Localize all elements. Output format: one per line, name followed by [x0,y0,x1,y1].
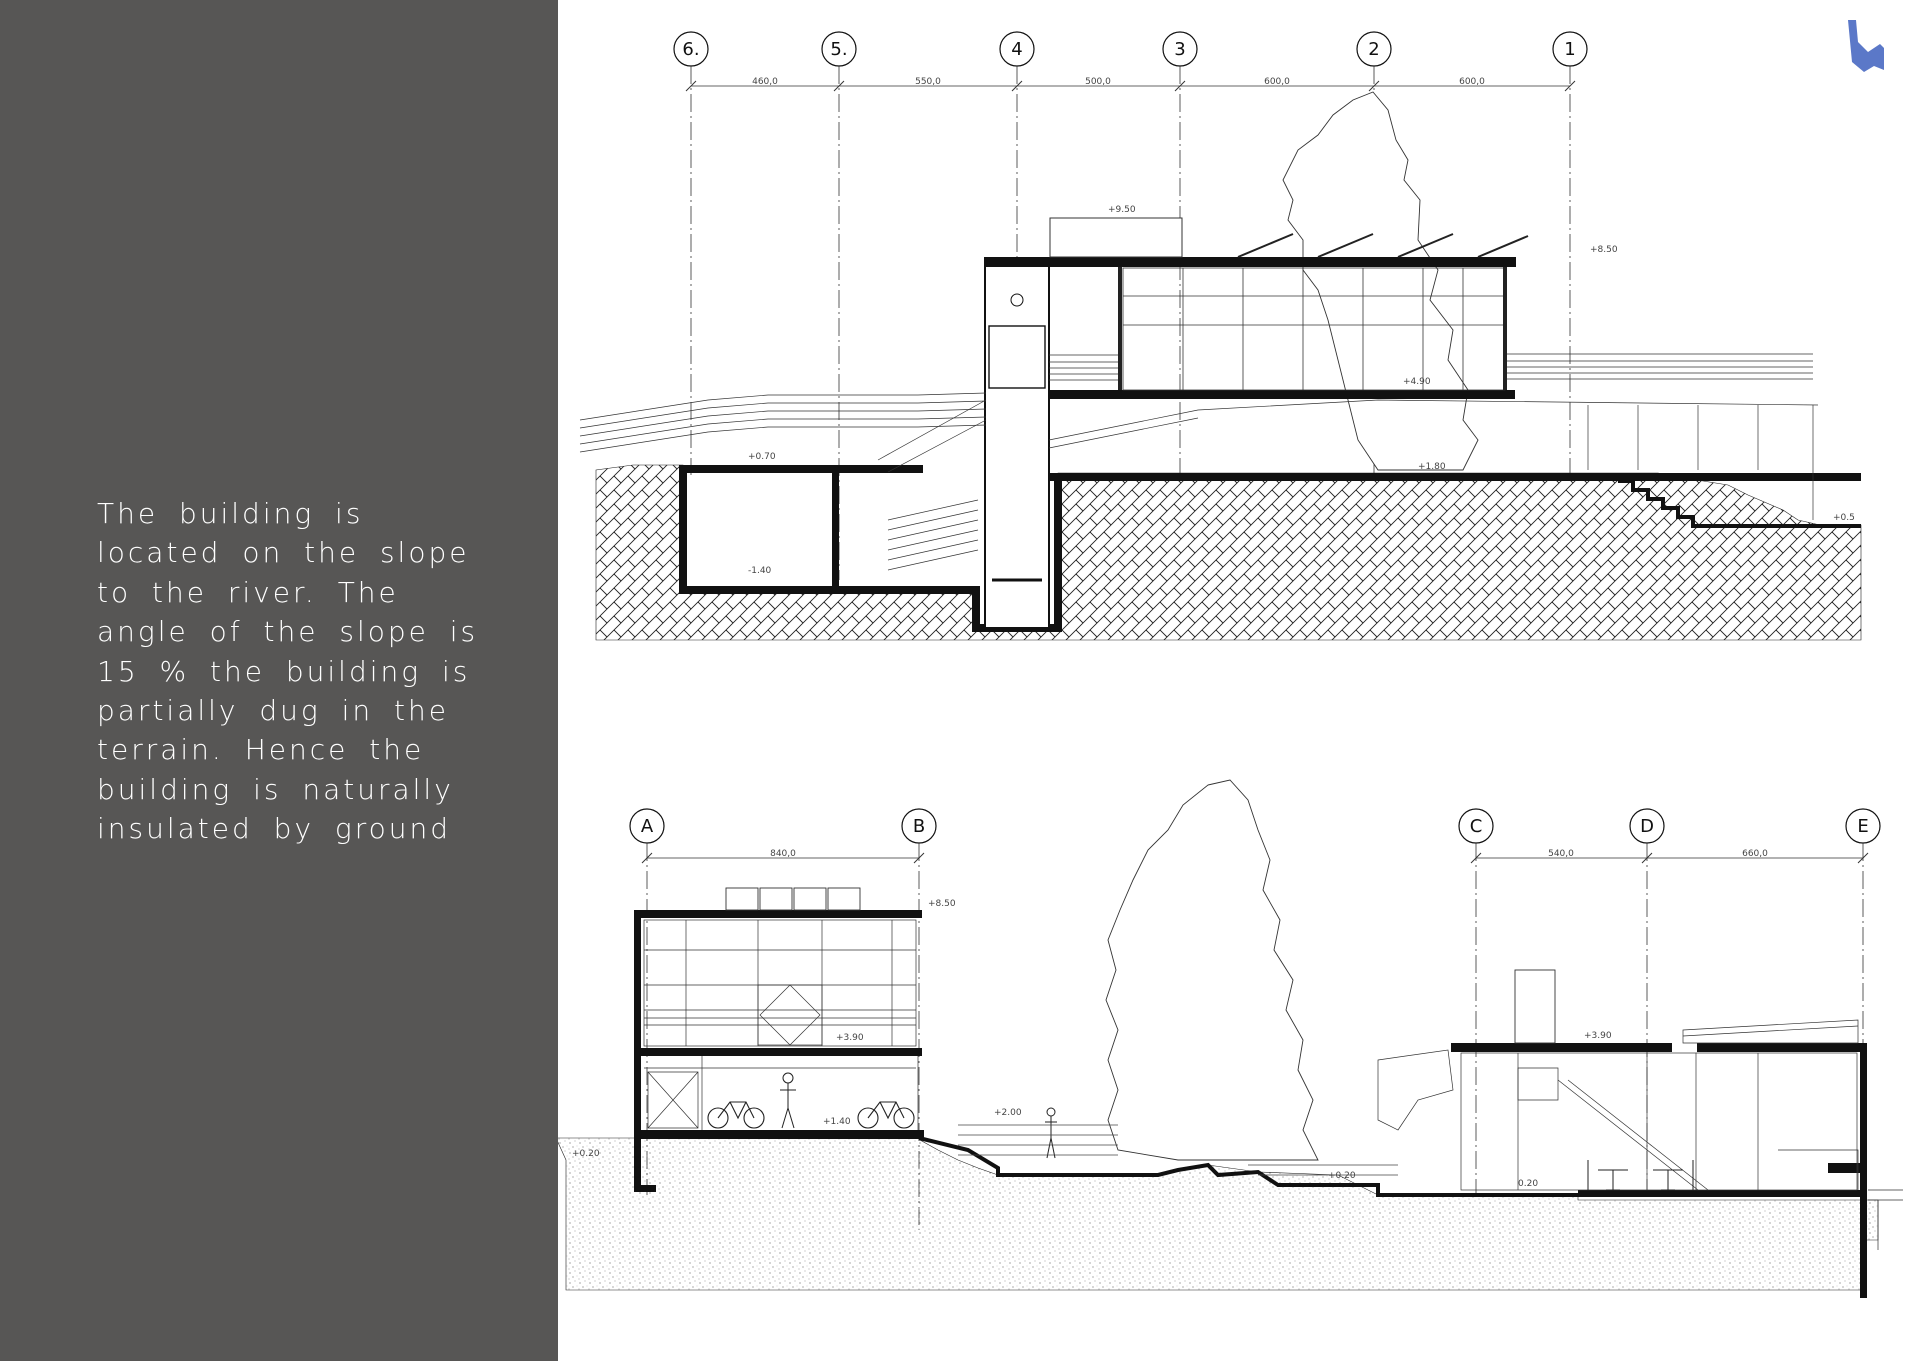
level-label: +0.20 [1328,1171,1356,1181]
description-line: partially dug in the [97,694,449,728]
axis-bubble [902,809,936,843]
level-label: +0.70 [748,452,776,462]
axis-bubble [630,809,664,843]
tree-silhouette [1106,780,1318,1160]
description-line: 15 % the building is [97,654,471,688]
description-line: angle of the slope is [97,615,479,649]
axis-label: 6. [682,39,700,60]
dimension-label: 840,0 [770,849,796,859]
bicycle-icon [708,1102,764,1128]
dimension-label: 500,0 [1085,77,1111,87]
person-icon [780,1073,796,1128]
axis-bubble [1000,32,1034,66]
axis-label: B [912,816,926,837]
axis-label: 2 [1368,39,1380,60]
description-panel [0,0,558,1361]
dimension-label: 600,0 [1264,77,1290,87]
level-label: +1.40 [823,1117,851,1127]
axis-bubble [1459,809,1493,843]
level-label: +1.80 [1418,462,1446,472]
level-label: +0.20 [572,1149,600,1159]
description-line: The building is [97,497,364,530]
description-line: building is naturally [97,772,454,806]
level-label: +3.90 [836,1033,864,1043]
dimension-label: 600,0 [1459,77,1485,87]
description-line: insulated by ground [97,812,452,846]
level-label: -1.40 [748,566,772,576]
level-label: +4.90 [1403,377,1431,387]
cafe-table-icon [1588,1160,1693,1190]
axis-bubble [1357,32,1391,66]
tree-silhouette [1283,92,1478,470]
level-label: 0.20 [1518,1179,1539,1189]
description-line: to the river. The [97,575,399,609]
description-line: terrain. Hence the [97,733,425,767]
level-label: +8.50 [1590,245,1618,255]
bicycle-icon [858,1102,914,1128]
level-label: +9.50 [1108,205,1136,215]
axis-label: 3 [1174,39,1186,60]
dimension-label: 660,0 [1742,849,1768,859]
drawing-sheet [558,0,1920,1361]
level-label: +2.00 [994,1108,1022,1118]
axis-bubble [1630,809,1664,843]
axis-bubble [822,32,856,66]
section-1-axes [674,32,1587,66]
level-label: +8.50 [928,899,956,909]
axis-bubble [1553,32,1587,66]
dimension-label: 460,0 [752,77,778,87]
person-icon [1045,1108,1057,1158]
description-line: located on the slope [97,536,470,570]
logo-icon [1848,20,1884,72]
axis-label: 5. [830,39,848,60]
axis-bubble [674,32,708,66]
axis-label: A [640,816,654,837]
dimension-label: 540,0 [1548,849,1574,859]
axis-bubble [1846,809,1880,843]
axis-label: 4 [1011,39,1023,60]
axis-label: C [1469,816,1483,837]
section-1 [580,32,1861,640]
level-label: +3.90 [1584,1031,1612,1041]
axis-bubble [1163,32,1197,66]
level-label: +0.5 [1833,513,1855,523]
ground-stipple [558,1138,1878,1290]
axis-label: E [1857,816,1869,837]
dimension-label: 550,0 [915,77,941,87]
axis-label: 1 [1564,39,1576,60]
description-text [97,494,497,849]
axis-label: D [1640,816,1654,837]
section-2 [558,780,1903,1298]
sections-drawing [558,0,1920,1361]
